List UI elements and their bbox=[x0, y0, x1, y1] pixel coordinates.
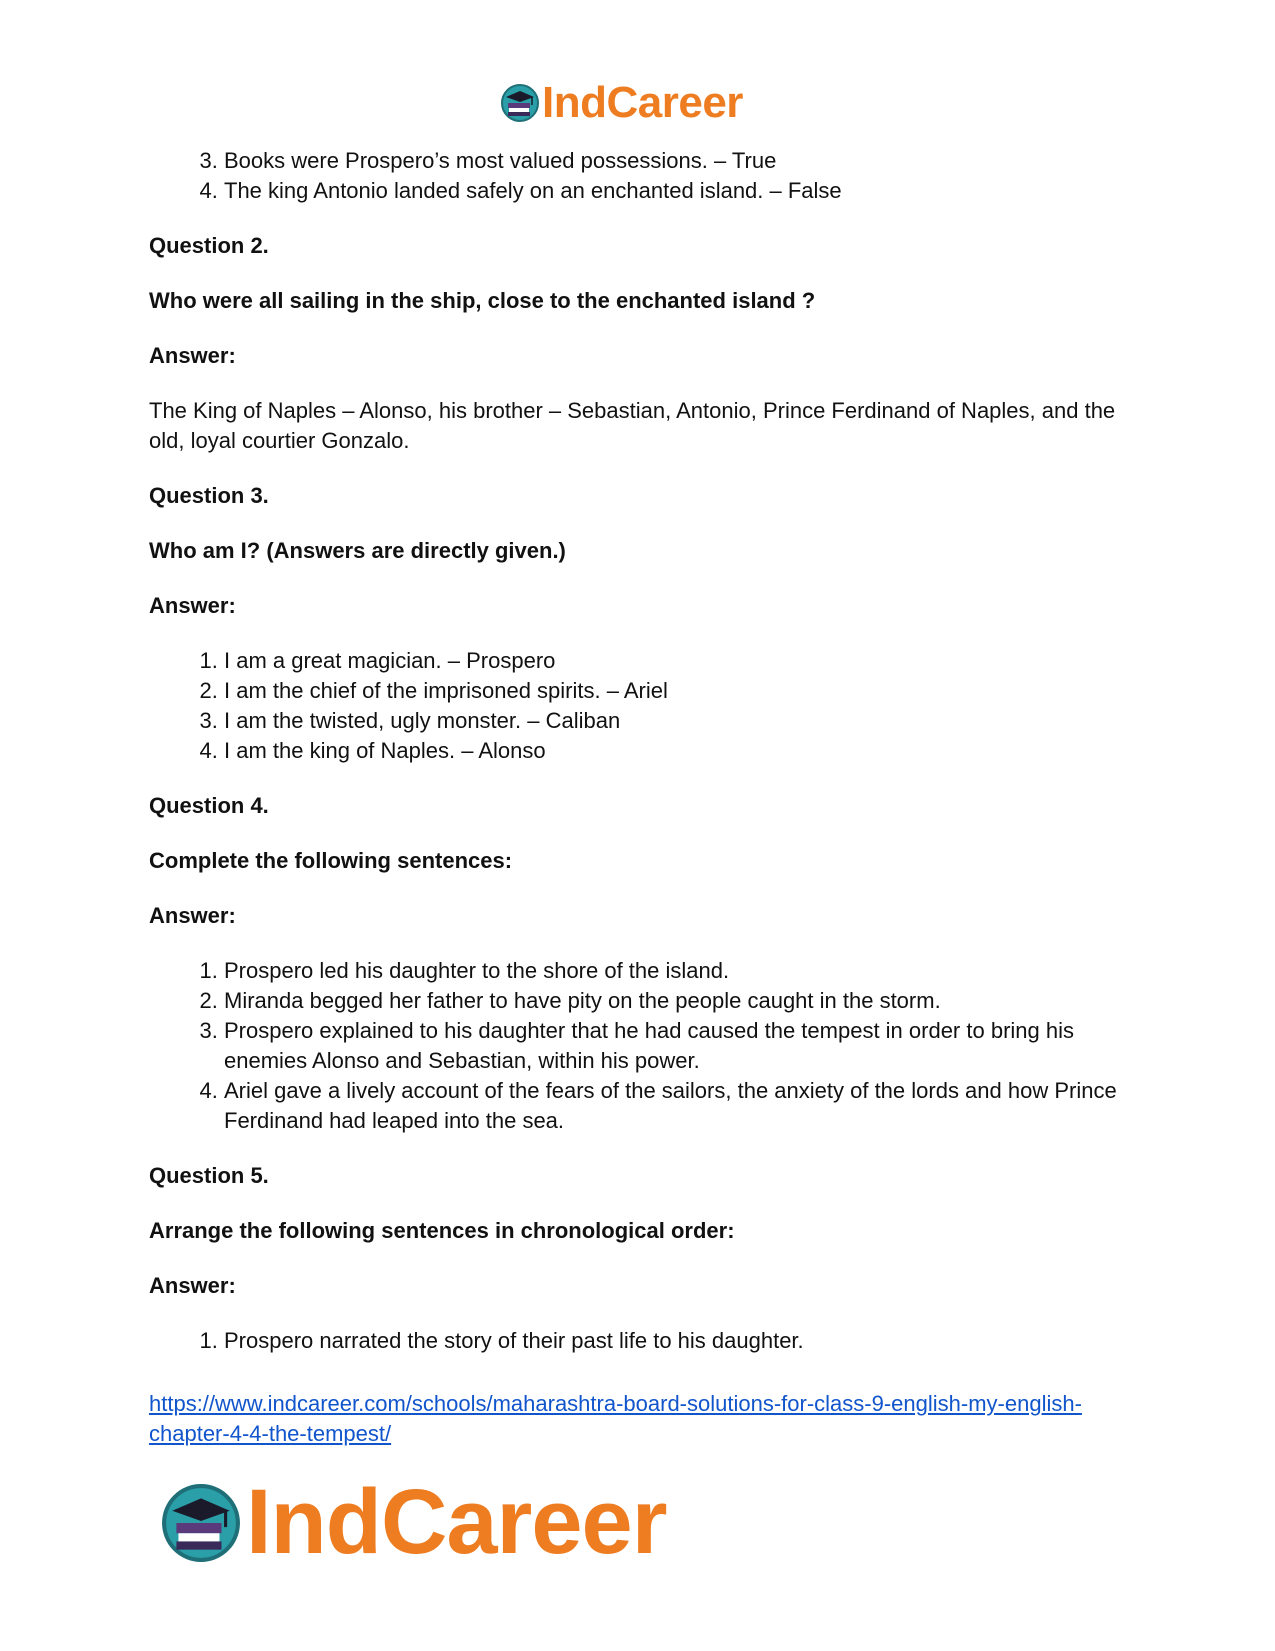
answer-list bbox=[149, 646, 1129, 766]
answer-text: The King of Naples – Alonso, his brother – Sebastian, Antonio, Prince Ferdinand of Naples, and the old, loyal courtier Gonzalo. bbox=[149, 398, 1116, 453]
question-heading: Question 3. bbox=[149, 483, 269, 508]
list-item: 3. I am the twisted, ugly monster. – Caliban bbox=[224, 706, 1129, 736]
source-link[interactable]: https://www.indcareer.com/schools/maharashtra-board-solutions-for-class-9-english-my-english-chapter-4-4-the-tempest/ bbox=[149, 1391, 1082, 1446]
list-item: 4. The king Antonio landed safely on an enchanted island. – False bbox=[224, 176, 1129, 206]
question-heading: Question 5. bbox=[149, 1163, 269, 1188]
answer-list bbox=[149, 956, 1129, 1136]
list-item: 2. Miranda begged her father to have pity on the people caught in the storm. bbox=[224, 986, 1129, 1016]
list-item: 4. Ariel gave a lively account of the fears of the sailors, the anxiety of the lords and how Prince Ferdinand had leaped into the sea. bbox=[224, 1076, 1129, 1136]
question-prompt: Who were all sailing in the ship, close to the enchanted island ? bbox=[149, 288, 816, 313]
question-heading: Question 4. bbox=[149, 793, 269, 818]
list-item: 3. Prospero explained to his daughter that he had caused the tempest in order to bring his enemies Alonso and Sebastian, within his power. bbox=[224, 1016, 1129, 1076]
graduation-cap-book-logo-icon bbox=[160, 1482, 242, 1564]
document-body bbox=[149, 146, 1129, 1449]
list-item: 1. Prospero narrated the story of their past life to his daughter. bbox=[224, 1326, 1129, 1356]
brand-name: IndCareer bbox=[542, 78, 743, 127]
footer-logo bbox=[160, 1470, 667, 1575]
list-item: 2. I am the chief of the imprisoned spirits. – Ariel bbox=[224, 676, 1129, 706]
answer-label: Answer: bbox=[149, 1273, 236, 1298]
answer-list bbox=[149, 1326, 1129, 1356]
brand-name: IndCareer bbox=[246, 1471, 667, 1573]
question-prompt: Complete the following sentences: bbox=[149, 848, 513, 873]
true-false-list bbox=[149, 146, 1129, 206]
answer-label: Answer: bbox=[149, 343, 236, 368]
question-prompt: Who am I? (Answers are directly given.) bbox=[149, 538, 566, 563]
list-item: 4. I am the king of Naples. – Alonso bbox=[224, 736, 1129, 766]
header-logo bbox=[500, 78, 743, 128]
answer-label: Answer: bbox=[149, 903, 236, 928]
list-item: 3. Books were Prospero’s most valued possessions. – True bbox=[224, 146, 1129, 176]
list-item: 1. Prospero led his daughter to the shore of the island. bbox=[224, 956, 1129, 986]
question-prompt: Arrange the following sentences in chronological order: bbox=[149, 1218, 735, 1243]
list-item: 1. I am a great magician. – Prospero bbox=[224, 646, 1129, 676]
graduation-cap-book-logo-icon bbox=[500, 83, 540, 123]
answer-label: Answer: bbox=[149, 593, 236, 618]
question-heading: Question 2. bbox=[149, 233, 269, 258]
